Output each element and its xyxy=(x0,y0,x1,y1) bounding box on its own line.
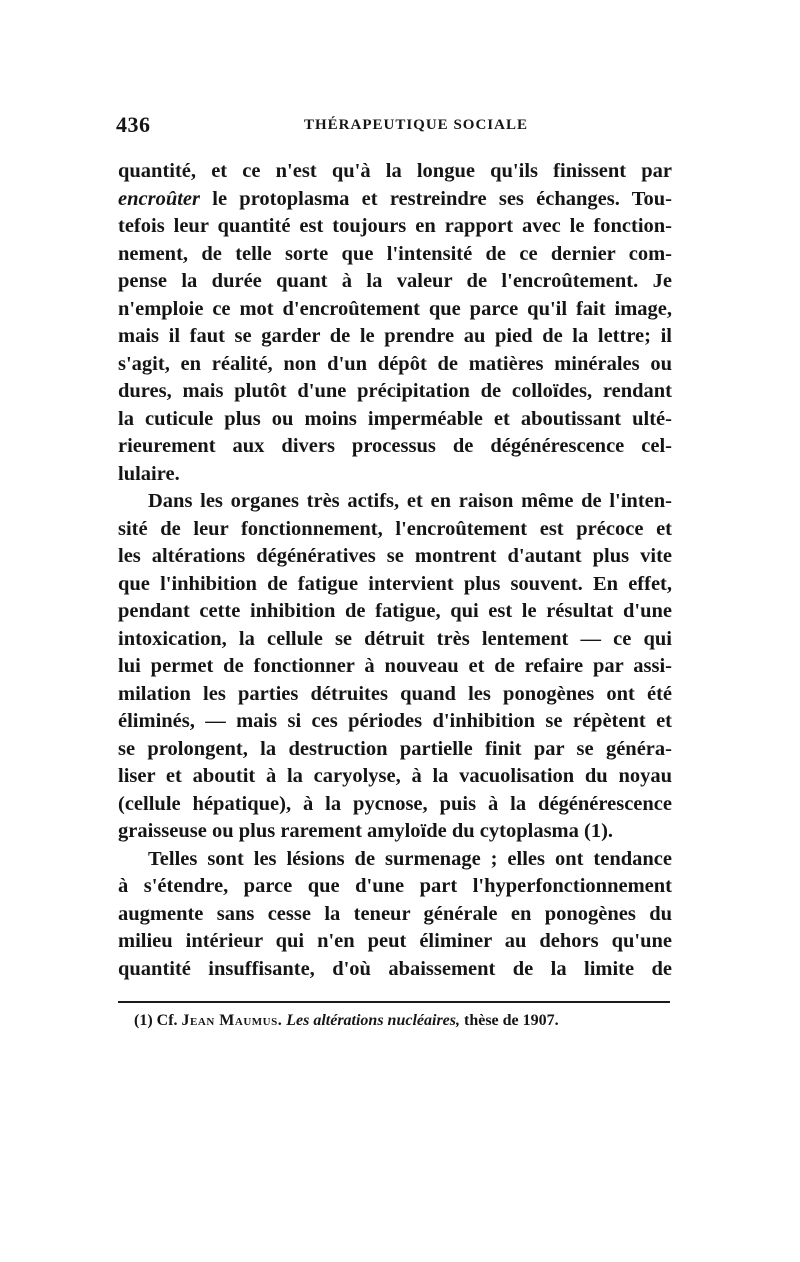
text-line: se prolongent, la destruction partielle finit par se généra- xyxy=(118,737,672,760)
text-line: rieurement aux divers processus de dégénérescence cel- xyxy=(118,435,672,457)
text-line: (cellule hépatique), à la pycnose, puis à la dégénérescence xyxy=(118,792,672,815)
text-line-rest: le protoplasma et restreindre ses échanges. Tou- xyxy=(212,187,672,210)
running-title: THÉRAPEUTIQUE SOCIALE xyxy=(304,117,528,133)
text-line: quantité insuffisante, d'où abaissement de la limite de xyxy=(118,957,672,980)
text-line: graisseuse ou plus rarement amyloïde du cytoplasma (1). xyxy=(118,820,614,842)
text-line: la cuticule plus ou moins imperméable et aboutissant ulté- xyxy=(118,407,672,430)
text-line: intoxication, la cellule se détruit très lentement — ce qui xyxy=(118,627,672,650)
text-line: s'agit, en réalité, non d'un dépôt de matières minérales ou xyxy=(118,352,672,375)
text-line: éliminés, — mais si ces périodes d'inhibition se répètent et xyxy=(118,710,672,732)
footnote-rest: thèse de 1907. xyxy=(464,1012,559,1029)
text-line: sité de leur fonctionnement, l'encroûtement est précoce et xyxy=(118,517,672,540)
page-number: 436 xyxy=(116,112,151,137)
text-line: tefois leur quantité est toujours en rapport avec le fonction- xyxy=(118,215,672,237)
text-line: liser et aboutit à la caryolyse, à la vacuolisation du noyau xyxy=(118,765,672,787)
text-line: milieu intérieur qui n'en peut éliminer au dehors qu'une xyxy=(118,930,672,952)
text-line: quantité, et ce n'est qu'à la longue qu'ils finissent par xyxy=(118,160,672,182)
footnote-divider xyxy=(118,1001,670,1003)
text-line: mais il faut se garder de le prendre au pied de la lettre; il xyxy=(118,325,672,347)
text-line: lui permet de fonctionner à nouveau et de refaire par assi- xyxy=(118,655,672,677)
italic-word: encroûter xyxy=(118,187,200,210)
text-line: pendant cette inhibition de fatigue, qui est le résultat d'une xyxy=(118,600,672,622)
footnote-marker: (1) Cf. xyxy=(134,1012,178,1029)
text-line: milation les parties détruites quand les ponogènes ont été xyxy=(118,682,672,705)
body-text xyxy=(118,158,672,983)
paragraph-start: Telles sont les lésions de surmenage ; elles ont tendance xyxy=(148,847,672,870)
footnote xyxy=(134,1012,674,1030)
footnote-title: Les altérations nucléaires, xyxy=(286,1012,460,1029)
page-header xyxy=(116,112,672,148)
text-line: les altérations dégénératives se montrent d'autant plus vite xyxy=(118,545,672,567)
text-line: n'emploie ce mot d'encroûtement que parce qu'il fait image, xyxy=(118,297,672,320)
text-line xyxy=(118,186,672,214)
text-line: augmente sans cesse la teneur générale en ponogènes du xyxy=(118,902,672,925)
text-line: lulaire. xyxy=(118,462,180,485)
text-line: dures, mais plutôt d'une précipitation de colloïdes, rendant xyxy=(118,380,672,402)
footnote-author: Jean Maumus. xyxy=(181,1012,283,1029)
text-line: pense la durée quant à la valeur de l'encroûtement. Je xyxy=(118,270,672,292)
paragraph-start: Dans les organes très actifs, et en raison même de l'inten- xyxy=(148,490,672,512)
text-line: que l'inhibition de fatigue intervient plus souvent. En effet, xyxy=(118,572,672,595)
text-line: nement, de telle sorte que l'intensité de ce dernier com- xyxy=(118,242,672,265)
text-line: à s'étendre, parce que d'une part l'hyperfonctionnement xyxy=(118,875,672,897)
